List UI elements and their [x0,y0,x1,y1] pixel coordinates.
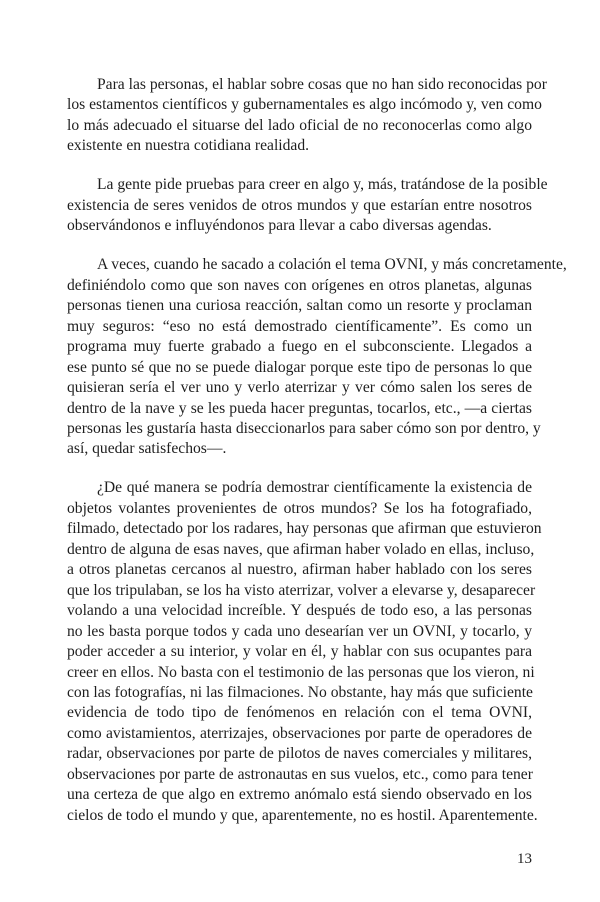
paragraph [67,255,567,460]
text-line: La gente pide pruebas para creer en algo y, más, tratándose de la posible [97,176,548,194]
text-line: una certeza de que algo en extremo anómalo está siendo observado en los [67,786,532,804]
text-line: creer en ellos. No basta con el testimonio de las personas que los vieron, ni [67,663,535,681]
text-line: Para las personas, el hablar sobre cosas que no han sido reconocidas por [97,76,547,93]
text-line: ese punto sé que no se puede dialogar porque este tipo de personas lo que [67,358,532,376]
text-line: quisieran sería el ver uno y verlo aterrizar y ver cómo salen los seres de [67,379,532,397]
text-line: observaciones por parte de astronautas en sus vuelos, etc., como para tener [67,765,533,783]
text-line: como avistamientos, aterrizajes, observaciones por parte de operadores de [67,724,532,742]
text-line: con las fotografías, ni las filmaciones. No obstante, hay más que suficiente [67,684,533,702]
text-line: personas les gustaría hasta diseccionarlos para saber cómo son por dentro, y [67,419,541,437]
text-line: existencia de seres venidos de otros mundos y que estarían entre nosotros [67,196,532,214]
text-line: no les basta porque todos y cada uno desearían ver un OVNI, y tocarlo, y [67,622,532,640]
text-line: que los tripulaban, se los ha visto aterrizar, volver a elevarse y, desaparecer [67,581,536,599]
body-text [67,75,567,845]
text-line: evidencia de todo tipo de fenómenos en relación con el tema OVNI, [67,704,532,722]
paragraph [67,478,542,826]
text-line: cielos de todo el mundo y que, aparentemente, no es hostil. Aparentemente. [67,806,538,824]
text-line: lo más adecuado el situarse del lado oficial de no reconocerlas como algo [67,116,532,134]
text-line: volando a una velocidad increíble. Y después de todo eso, a las personas [67,602,532,620]
text-line: personas tienen una curiosa reacción, saltan como un resorte y proclaman [67,297,532,315]
text-line: A veces, cuando he sacado a colación el tema OVNI, y más concretamente, [97,256,567,274]
paragraph [67,175,548,236]
text-line: dentro de la nave y se les pueda hacer preguntas, tocarlos, etc., —a ciertas [67,399,532,417]
text-line: objetos volantes provenientes de otros mundos? Se los ha fotografiado, [67,499,532,517]
text-line: así, quedar satisfechos—. [67,440,227,458]
text-line: existente en nuestra cotidiana realidad. [67,137,310,155]
text-line: los estamentos científicos y gubernamentales es algo incómodo y, ven como [67,96,542,114]
text-line: ¿De qué manera se podría demostrar científicamente la existencia de [97,479,532,497]
text-line: muy seguros: “eso no está demostrado científicamente”. Es como un [67,317,532,335]
paragraph [67,75,547,157]
page-number: 13 [517,851,532,867]
text-line: filmado, detectado por los radares, hay personas que afirman que estuvieron [67,520,542,538]
text-line: radar, observaciones por parte de pilotos de naves comerciales y militares, [67,745,532,763]
text-line: observándonos e influyéndonos para llevar a cabo diversas agendas. [67,217,492,235]
text-line: definiéndolo como que son naves con orígenes en otros planetas, algunas [67,276,532,294]
text-line: programa muy fuerte grabado a fuego en el subconsciente. Llegados a [67,338,532,356]
text-line: dentro de alguna de esas naves, que afirman haber volado en ellas, incluso, [67,540,535,558]
text-line: a otros planetas cercanos al nuestro, afirman haber hablado con los seres [67,561,532,579]
text-line: poder acceder a su interior, y volar en él, y hablar con sus ocupantes para [67,643,532,661]
